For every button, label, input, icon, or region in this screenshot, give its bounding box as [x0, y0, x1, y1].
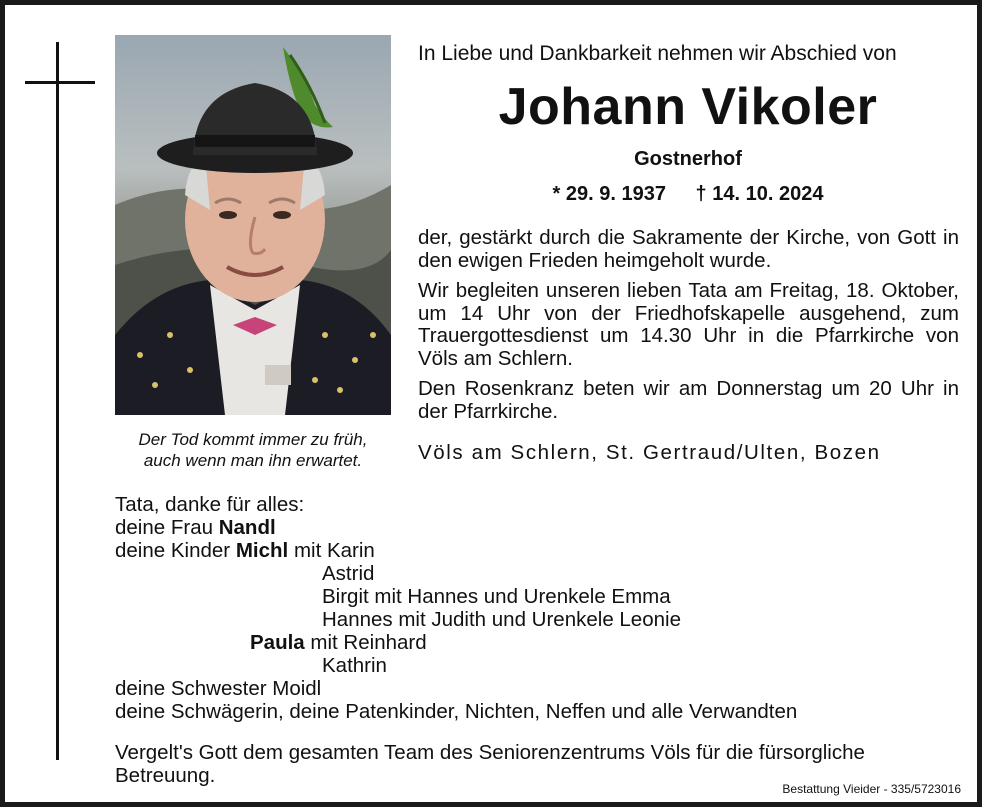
body-paragraph-1: der, gestärkt durch die Sakramente der Kirche, von Gott in den ewigen Frieden heimgeholt wurde.	[418, 226, 959, 272]
photo-caption	[113, 429, 393, 471]
child1-line-3: Birgit mit Hannes und Urenkele Emma	[322, 585, 671, 608]
intro-text: In Liebe und Dankbarkeit nehmen wir Abschied von	[418, 42, 897, 65]
portrait-photo	[115, 35, 391, 415]
family-wife	[115, 516, 276, 539]
life-dates	[418, 183, 958, 206]
farm-name: Gostnerhof	[634, 148, 742, 170]
body-paragraph-3: Den Rosenkranz beten wir am Donnerstag um 20 Uhr in der Pfarrkirche.	[418, 377, 959, 423]
body-paragraph-2: Wir begleiten unseren lieben Tata am Freitag, 18. Oktober, um 14 Uhr von der Friedhofskapelle ausgehend, zum Trauergottesdienst um 14.30 Uhr in die Pfarrkirche von Völs am Schlern.	[418, 279, 959, 370]
wife-name: Nandl	[218, 516, 276, 539]
child1-line-2: Astrid	[322, 562, 375, 585]
child1-name: Michl	[235, 539, 289, 562]
caption-line-1: Der Tod kommt immer zu früh,	[138, 430, 368, 449]
child2-name: Paula	[250, 631, 305, 654]
family-sister: deine Schwester Moidl	[115, 677, 322, 700]
cross-icon-horizontal	[25, 81, 95, 84]
death-date: † 14. 10. 2024	[695, 183, 824, 205]
places-line: Völs am Schlern, St. Gertraud/Ulten, Bozen	[418, 441, 881, 464]
thanks-text	[115, 741, 965, 787]
thanks-line-2: Betreuung.	[115, 764, 216, 787]
family-intro: Tata, danke für alles:	[115, 493, 305, 516]
child2-suffix: mit Reinhard	[310, 631, 427, 654]
child2-line-2: Kathrin	[322, 654, 387, 677]
child1-suffix: mit Karin	[293, 539, 375, 562]
portrait-illustration	[115, 35, 391, 415]
obituary-body	[418, 227, 959, 431]
family-children	[115, 539, 375, 562]
child1-line-4: Hannes mit Judith und Urenkele Leonie	[322, 608, 681, 631]
family-others: deine Schwägerin, deine Patenkinder, Nichten, Neffen und alle Verwandten	[115, 700, 798, 723]
funeral-home-credit: Bestattung Vieider - 335/5723016	[782, 782, 961, 796]
cross-icon-vertical	[56, 42, 59, 760]
caption-line-2: auch wenn man ihn erwartet.	[143, 451, 363, 470]
birth-date: * 29. 9. 1937	[552, 183, 666, 205]
children-prefix: deine Kinder	[115, 539, 231, 562]
family-child2	[250, 631, 427, 654]
thanks-line-1: Vergelt's Gott dem gesamten Team des Seniorenzentrums Völs für die fürsorgliche	[115, 741, 865, 764]
wife-prefix: deine Frau	[115, 516, 214, 539]
deceased-name: Johann Vikoler	[498, 78, 878, 136]
